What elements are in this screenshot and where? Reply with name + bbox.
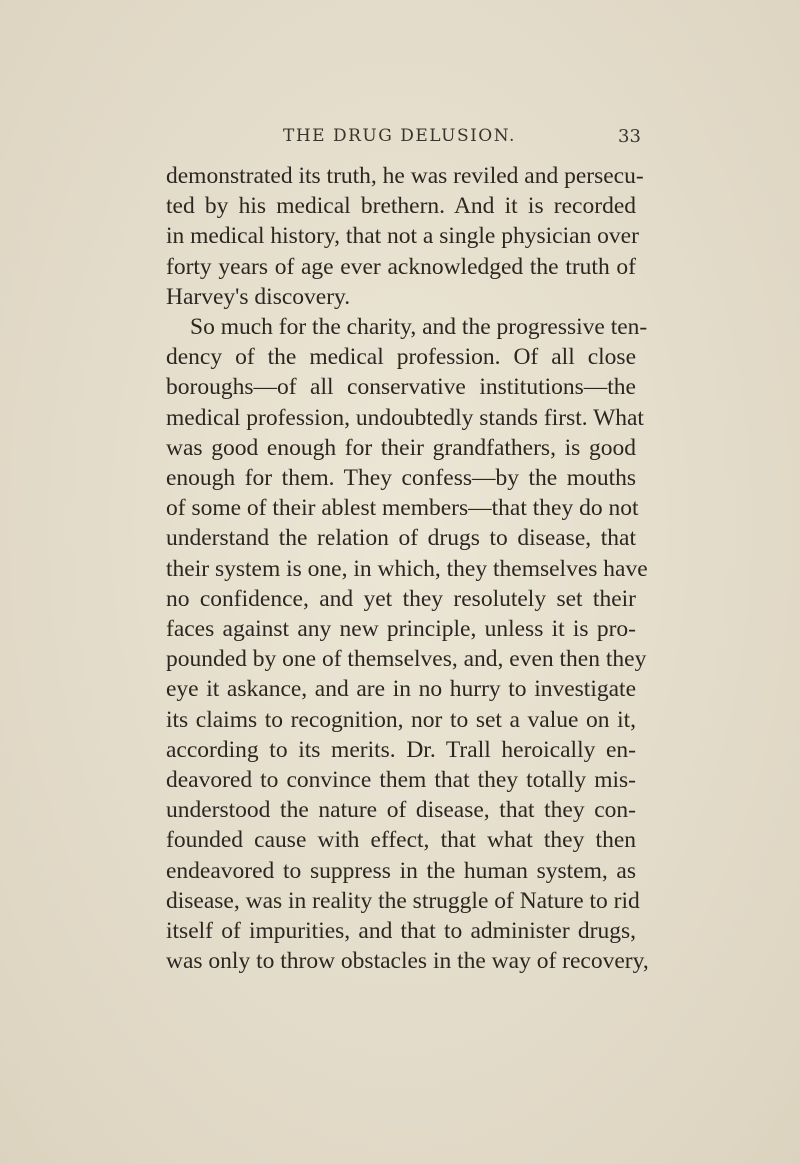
- text-line: medical profession, undoubtedly stands first. What: [166, 404, 644, 431]
- text-line: Harvey's discovery.: [166, 283, 351, 310]
- text-line: itself of impurities, and that to administer drugs,: [166, 918, 636, 944]
- text-line: their system is one, in which, they themselves have: [166, 555, 648, 582]
- text-line: deavored to convince them that they totally mis-: [166, 767, 636, 793]
- text-line: faces against any new principle, unless it is pro-: [166, 616, 636, 642]
- text-line: pounded by one of themselves, and, even then they: [166, 646, 647, 673]
- text-line: ted by his medical brethern. And it is recorded: [166, 193, 636, 220]
- text-line: demonstrated its truth, he was reviled and persecu-: [166, 163, 644, 189]
- running-title: THE DRUG DELUSION.: [283, 126, 516, 146]
- text-line: of some of their ablest members—that they do not: [166, 495, 639, 522]
- text-line: understood the nature of disease, that they con-: [166, 797, 636, 824]
- text-line: no confidence, and yet they resolutely set their: [166, 585, 636, 612]
- text-line: founded cause with effect, that what they then: [166, 827, 636, 854]
- text-line: according to its merits. Dr. Trall heroically en-: [166, 736, 636, 763]
- text-line: in medical history, that not a single physician over: [166, 223, 639, 250]
- running-head: [0, 126, 800, 150]
- text-line: eye it askance, and are in no hurry to investigate: [166, 676, 636, 703]
- text-line: disease, was in reality the struggle of Nature to rid: [166, 887, 640, 914]
- text-line: dency of the medical profession. Of all close: [166, 344, 636, 371]
- text-line: endeavored to suppress in the human system, as: [166, 857, 636, 884]
- text-line: was only to throw obstacles in the way of recovery,: [166, 948, 649, 975]
- text-line: forty years of age ever acknowledged the truth of: [166, 253, 636, 280]
- text-line: So much for the charity, and the progressive ten-: [190, 314, 648, 340]
- text-line: enough for them. They confess—by the mouths: [166, 465, 636, 491]
- text-line: its claims to recognition, nor to set a value on it,: [166, 706, 636, 733]
- text-line: boroughs—of all conservative institutions—the: [166, 374, 636, 401]
- page-number: 33: [618, 126, 641, 147]
- text-line: was good enough for their grandfathers, is good: [166, 434, 636, 461]
- text-line: understand the relation of drugs to disease, that: [166, 525, 636, 552]
